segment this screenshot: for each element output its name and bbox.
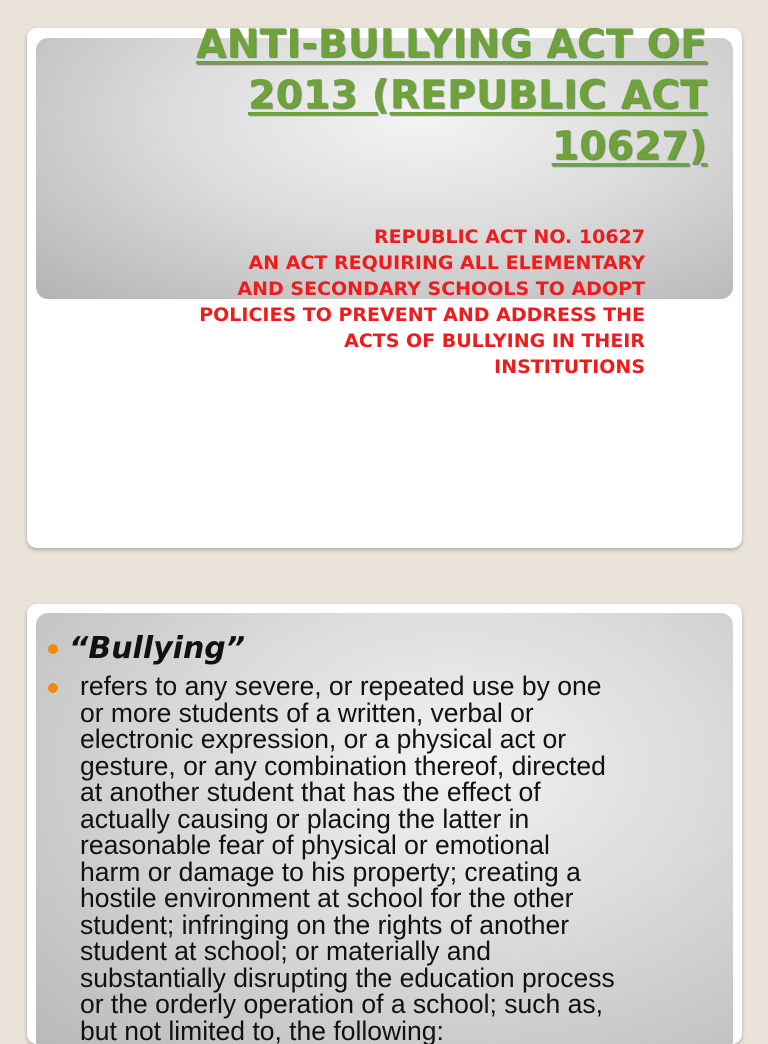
slide-definition bbox=[27, 604, 742, 1044]
term-heading: “Bullying” bbox=[69, 631, 245, 667]
title-line-1: ANTI-BULLYING ACT OF bbox=[196, 28, 707, 67]
bullet-icon bbox=[48, 644, 58, 654]
subtitle-line-6: INSTITUTIONS bbox=[87, 354, 645, 380]
title-line-3: 10627) bbox=[552, 124, 707, 169]
definition-line: hostile environment at school for the other bbox=[80, 885, 728, 912]
list-item-definition bbox=[48, 673, 728, 1044]
subtitle-line-4: POLICIES TO PREVENT AND ADDRESS THE bbox=[87, 302, 645, 328]
definition-line: at another student that has the effect of bbox=[80, 779, 728, 806]
title-line-2: 2013 (REPUBLIC ACT bbox=[248, 73, 707, 118]
definition-line: actually causing or placing the latter in bbox=[80, 806, 728, 833]
slide-subtitle bbox=[87, 224, 645, 380]
subtitle-line-3: AND SECONDARY SCHOOLS TO ADOPT bbox=[87, 276, 645, 302]
definition-line: or more students of a written, verbal or bbox=[80, 700, 728, 727]
definition-text bbox=[80, 673, 728, 1044]
content-panel bbox=[36, 613, 733, 1044]
definition-line: but not limited to, the following: bbox=[80, 1018, 728, 1044]
definition-line: electronic expression, or a physical act or bbox=[80, 726, 728, 753]
slide-title-heading bbox=[67, 28, 707, 172]
definition-line: or the orderly operation of a school; such as, bbox=[80, 991, 728, 1018]
list-item-term bbox=[48, 631, 245, 667]
bullet-icon bbox=[48, 683, 58, 693]
definition-line: reasonable fear of physical or emotional bbox=[80, 832, 728, 859]
subtitle-line-2: AN ACT REQUIRING ALL ELEMENTARY bbox=[87, 250, 645, 276]
slide-title bbox=[27, 28, 742, 548]
definition-line: student at school; or materially and bbox=[80, 938, 728, 965]
definition-line: refers to any severe, or repeated use by one bbox=[80, 673, 728, 700]
definition-line: substantially disrupting the education process bbox=[80, 965, 728, 992]
definition-line: harm or damage to his property; creating a bbox=[80, 859, 728, 886]
definition-line: gesture, or any combination thereof, directed bbox=[80, 753, 728, 780]
subtitle-line-5: ACTS OF BULLYING IN THEIR bbox=[87, 328, 645, 354]
definition-line: student; infringing on the rights of another bbox=[80, 912, 728, 939]
subtitle-line-1: REPUBLIC ACT NO. 10627 bbox=[87, 224, 645, 250]
